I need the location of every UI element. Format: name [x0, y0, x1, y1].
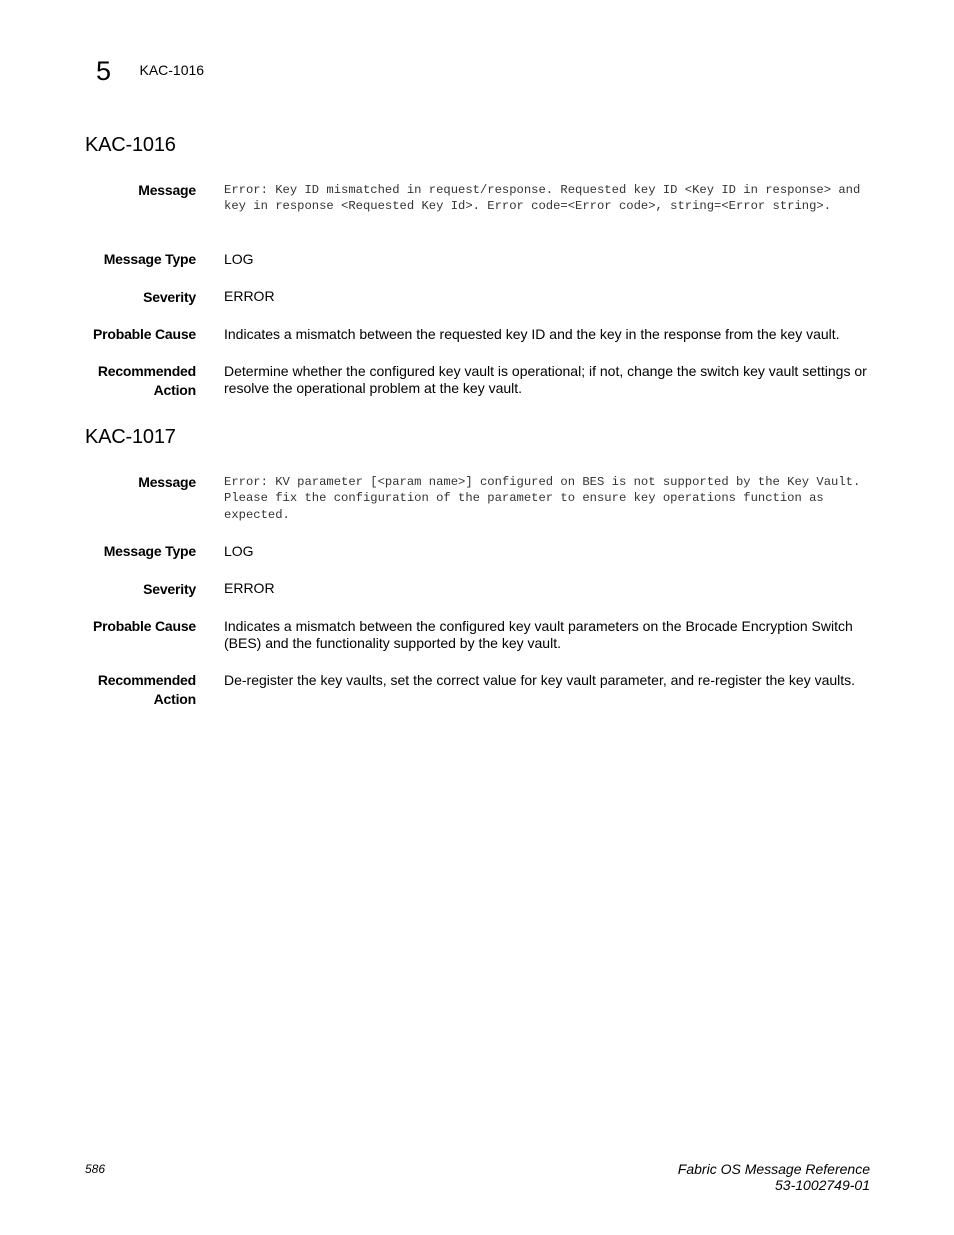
probable-cause-label: Probable Cause: [92, 326, 196, 342]
message-type-label: Message Type: [103, 543, 196, 559]
message-label: Message: [138, 474, 196, 490]
running-title: KAC-1016: [139, 62, 205, 78]
message-section-kac-1016: [85, 134, 875, 398]
document-title: Fabric OS Message Reference: [677, 1161, 870, 1177]
probable-cause-label: Probable Cause: [92, 618, 196, 634]
section-title: KAC-1017: [85, 426, 176, 448]
recommended-label-line-2: Action: [153, 691, 196, 707]
message-type-value: LOG: [224, 251, 254, 267]
message-text: Error: Key ID mismatched in request/response. Requested key ID <Key ID in response> and key in response <Requested Key Id>. Error code=<Error code>, string=<Error string>.: [224, 183, 861, 214]
footer-document-info: [678, 1161, 870, 1193]
severity-value: ERROR: [224, 288, 275, 304]
message-label: Message: [138, 182, 196, 198]
message-text: Error: KV parameter [<param name>] configured on BES is not supported by the Key Vault. Please fix the configuration of the parameter to ensure key operations function as expected.: [224, 475, 861, 522]
recommended-action-label: [85, 671, 196, 709]
chapter-number: 5: [96, 56, 112, 86]
severity-value: ERROR: [224, 580, 275, 596]
severity-label: Severity: [143, 289, 196, 305]
recommended-action-value: De-register the key vaults, set the correct value for key vault parameter, and re-register the key vaults.: [224, 672, 856, 688]
severity-label: Severity: [143, 581, 196, 597]
recommended-label-line-1: Recommended: [97, 363, 196, 379]
recommended-action-label: [85, 362, 196, 400]
probable-cause-value: Indicates a mismatch between the requested key ID and the key in the response from the key vault.: [224, 326, 840, 342]
message-type-value: LOG: [224, 543, 254, 559]
recommended-label-line-2: Action: [153, 382, 196, 398]
recommended-action-value: Determine whether the configured key vault is operational; if not, change the switch key vault settings or resolve the operational problem at the key vault.: [224, 363, 867, 396]
probable-cause-value: Indicates a mismatch between the configured key vault parameters on the Brocade Encryption Switch (BES) and the functionality supported by the key vault.: [224, 618, 853, 651]
message-type-label: Message Type: [103, 251, 196, 267]
section-title: KAC-1016: [85, 134, 176, 156]
running-header: [96, 56, 204, 87]
document-number: 53-1002749-01: [775, 1177, 870, 1193]
page-number: 586: [85, 1162, 106, 1176]
recommended-label-line-1: Recommended: [97, 672, 196, 688]
message-section-kac-1017: [85, 426, 875, 707]
